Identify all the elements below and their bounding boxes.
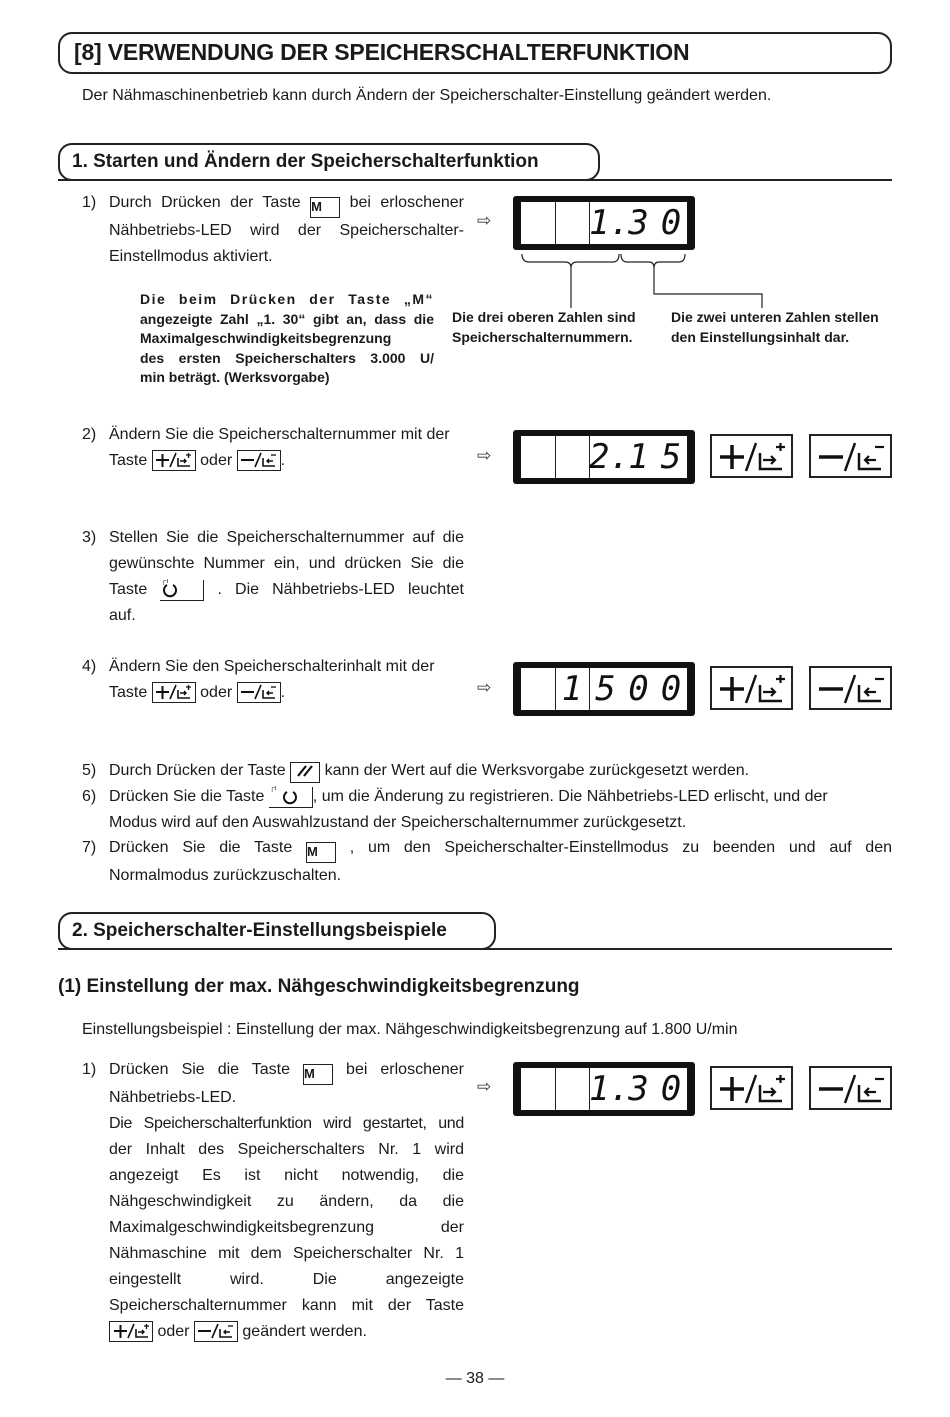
minus-key-icon	[194, 1321, 238, 1342]
confirm-key-icon: ┌ı	[160, 580, 204, 601]
led-display	[513, 662, 695, 716]
display-digits	[521, 436, 687, 478]
note-line: min beträgt. (Werksvorgabe)	[140, 369, 330, 385]
display-digit: 1.	[589, 1069, 630, 1109]
step-line	[109, 680, 467, 706]
step-text: oder	[200, 452, 233, 469]
intro-text: Der Nähmaschinenbetrieb kann durch Ändern der Speicherschalter-Einstellung geändert werden.	[82, 87, 772, 104]
arrow-right-icon: ⇨	[477, 211, 492, 230]
step-number: 1)	[82, 194, 97, 211]
display-digits	[521, 202, 687, 244]
step-1	[82, 190, 464, 270]
step-text: geändert werden.	[242, 1323, 367, 1340]
display-digit	[555, 436, 590, 478]
arrow-right-icon: ⇨	[477, 678, 492, 697]
led-display	[513, 196, 695, 250]
plus-key-icon	[152, 450, 196, 471]
step-line	[109, 190, 464, 218]
m-key-icon: M	[306, 842, 336, 863]
step-line: Speicherschalternummer kann mit der Taste	[109, 1297, 464, 1314]
step-text: Taste	[109, 684, 148, 701]
section-1-title: 1. Starten und Ändern der Speicherschalterfunktion	[58, 143, 600, 181]
display-digit	[555, 202, 590, 244]
display-digit: 0	[628, 669, 649, 709]
note-line: den Einstellungsinhalt dar.	[671, 328, 850, 345]
page-title: [8] VERWENDUNG DER SPEICHERSCHALTERFUNKTION	[58, 32, 892, 74]
plus-key-icon	[710, 666, 793, 710]
plus-key-icon	[710, 434, 793, 478]
m-key-icon: M	[310, 197, 340, 218]
display-digit: 3	[628, 1069, 649, 1109]
step-text: Drücken Sie die Taste	[109, 839, 293, 856]
step-line: eingestellt wird. Die angezeigte	[109, 1271, 464, 1288]
step-text: Durch Drücken der Taste	[109, 762, 286, 779]
display-digit	[521, 668, 556, 710]
step-3	[82, 525, 464, 631]
step-text: Drücken Sie die Taste	[109, 1061, 291, 1078]
step-line: Einstellmodus aktiviert.	[109, 248, 273, 265]
step-text: kann der Wert auf die Werksvorgabe zurückgesetzt werden.	[324, 762, 750, 779]
subsection-title: (1) Einstellung der max. Nähgeschwindigkeitsbegrenzung	[58, 976, 580, 997]
plus-key-icon	[710, 1066, 793, 1110]
display-digit: 3	[628, 203, 649, 243]
step-number: 3)	[82, 529, 97, 546]
step-text: . Die Nähbetriebs-LED leuchtet	[217, 581, 464, 598]
step-text: Taste	[109, 452, 148, 469]
display-digit: 1	[555, 668, 590, 710]
example-text: Einstellungsbeispiel : Einstellung der max. Nähgeschwindigkeitsbegrenzung auf 1.800 U/min	[82, 1021, 738, 1038]
display-digit: 2.	[589, 437, 630, 477]
step-text: oder	[157, 1323, 190, 1340]
display-digit	[521, 436, 556, 478]
note-line: des ersten Speicherschalters 3.000 U/	[140, 349, 434, 366]
minus-key-icon	[809, 1066, 892, 1110]
step-text: bei erloschener	[346, 1061, 465, 1078]
display-bracket-diagram	[515, 252, 775, 312]
step-line: Nähmaschine mit dem Speicherschalter Nr. 1	[109, 1245, 464, 1262]
display-digit: 5	[595, 669, 616, 709]
example-step-1	[82, 1057, 464, 1347]
step-line	[109, 1319, 464, 1345]
display-digit: 0	[660, 1069, 682, 1109]
step-2	[82, 422, 467, 476]
step-text: , um den Speicherschalter-Einstellmodus zu beenden und auf den	[349, 839, 892, 856]
minus-key-icon	[237, 682, 281, 703]
note-line: Speicherschalternummern.	[452, 328, 633, 345]
led-display	[513, 1062, 695, 1116]
step-line: der Inhalt des Speicherschalters Nr. 1 wird	[109, 1141, 464, 1158]
step-line: Maximalgeschwindigkeitsbegrenzung der	[109, 1219, 464, 1236]
step-text: Durch Drücken der Taste	[109, 194, 301, 211]
display-digit	[555, 1068, 590, 1110]
note-line: Maximalgeschwindigkeitsbegrenzung	[140, 330, 392, 346]
step-text: Taste	[109, 581, 148, 598]
step-line: Normalmodus zurückzuschalten.	[109, 867, 342, 884]
note-lower-digits	[671, 308, 896, 347]
step-7	[82, 835, 892, 887]
step-line: Die Speicherschalterfunktion wird gestartet, und	[109, 1115, 464, 1132]
step-number: 5)	[82, 762, 97, 779]
step-line: Nähgeschwindigkeit zu ändern, da die	[109, 1193, 464, 1210]
note-default-value	[140, 290, 434, 388]
arrow-right-icon: ⇨	[477, 446, 492, 465]
display-digit: 0	[660, 203, 682, 243]
step-line	[109, 784, 892, 810]
display-digit	[521, 1068, 556, 1110]
minus-key-icon	[809, 434, 892, 478]
display-digit: 5	[660, 437, 682, 477]
step-text: , um die Änderung zu registrieren. Die Nähbetriebs-LED erlischt, und der	[312, 788, 828, 805]
step-4	[82, 654, 467, 708]
step-line: Ändern Sie den Speicherschalterinhalt mit der	[109, 658, 435, 675]
display-digit: 1	[628, 437, 649, 477]
note-upper-digits	[452, 308, 662, 347]
step-number: 1)	[82, 1061, 97, 1078]
section-2-title: 2. Speicherschalter-Einstellungsbeispiele	[58, 912, 496, 950]
plus-key-icon	[152, 682, 196, 703]
step-line: Ändern Sie die Speicherschalternummer mit der	[109, 426, 450, 443]
note-line: angezeigte Zahl „1. 30“ gibt an, dass die	[140, 310, 434, 327]
step-text: bei erloschener	[349, 194, 464, 211]
step-line: auf.	[109, 607, 136, 624]
plus-key-icon	[109, 1321, 153, 1342]
step-line	[109, 835, 892, 863]
arrow-right-icon: ⇨	[477, 1077, 492, 1096]
m-key-icon: M	[303, 1064, 333, 1085]
step-text: .	[280, 452, 286, 469]
confirm-key-icon: ┌ı	[269, 787, 313, 808]
display-digits	[521, 1068, 687, 1110]
display-digit: 1.	[589, 203, 630, 243]
step-text: oder	[200, 684, 233, 701]
step-number: 4)	[82, 658, 97, 675]
display-digits	[521, 668, 687, 710]
step-line	[109, 1057, 464, 1085]
step-line: Nähbetriebs-LED.	[109, 1089, 237, 1106]
reset-key-icon	[290, 762, 320, 783]
step-number: 2)	[82, 426, 97, 443]
step-line: gewünschte Nummer ein, und drücken Sie die	[109, 555, 464, 572]
step-line: angezeigt Es ist nicht notwendig, die	[109, 1167, 464, 1184]
step-5	[82, 758, 892, 784]
step-6	[82, 784, 892, 836]
step-line: Nähbetriebs-LED wird der Speicherschalter-	[109, 222, 464, 239]
step-text: .	[280, 684, 286, 701]
display-digit: 0	[660, 669, 682, 709]
minus-key-icon	[237, 450, 281, 471]
step-number: 7)	[82, 839, 97, 856]
step-line: Modus wird auf den Auswahlzustand der Speicherschalternummer zurückgesetzt.	[109, 814, 687, 831]
note-line: Die beim Drücken der Taste „M“	[140, 291, 434, 307]
step-line	[109, 448, 467, 474]
step-line	[109, 577, 464, 603]
note-line: Die drei oberen Zahlen sind	[452, 309, 636, 325]
page-number: — 38 —	[445, 1370, 505, 1387]
step-number: 6)	[82, 788, 97, 805]
note-line: Die zwei unteren Zahlen stellen	[671, 309, 879, 325]
step-line: Stellen Sie die Speicherschalternummer auf die	[109, 529, 464, 546]
step-text: Drücken Sie die Taste	[109, 788, 265, 805]
minus-key-icon	[809, 666, 892, 710]
display-digit	[521, 202, 556, 244]
led-display	[513, 430, 695, 484]
